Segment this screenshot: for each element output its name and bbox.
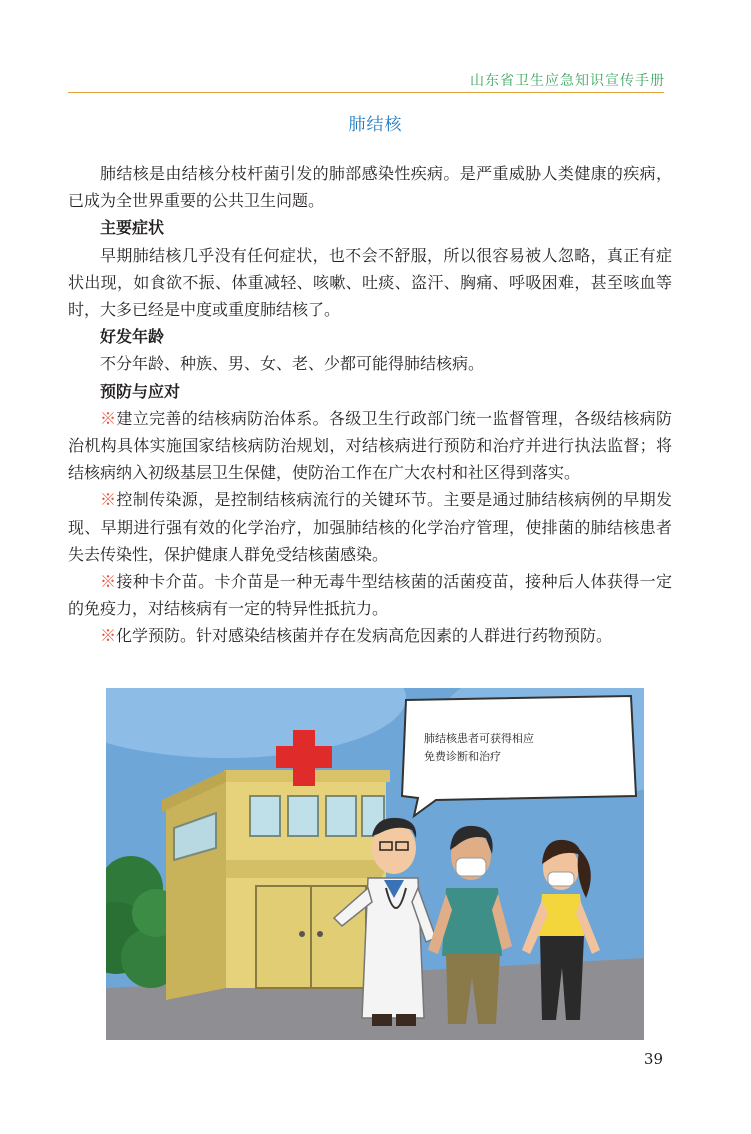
prevention-item-text: 控制传染源，是控制结核病流行的关键环节。主要是通过肺结核病例的早期发现、早期进行强有效的化学治疗，加强肺结核的化学治疗管理，使排菌的肺结核患者失去传染性，保护健康人群免受结核菌感染。 [68, 490, 672, 564]
prevention-item [68, 622, 672, 649]
reference-mark-icon: ※ [100, 572, 117, 592]
section-heading-symptoms: 主要症状 [100, 218, 165, 238]
page-number: 39 [643, 1050, 663, 1068]
article-body [68, 160, 672, 650]
prevention-item-text: 建立完善的结核病防治体系。各级卫生行政部门统一监督管理，各级结核病防治机构具体实施国家结核病防治规划，对结核病进行预防和治疗并进行执法监督；将结核病纳入初级基层卫生保健，使防治工作在广大农村和社区得到落实。 [68, 408, 672, 483]
header-divider [68, 92, 664, 93]
intro-paragraph: 肺结核是由结核分枝杆菌引发的肺部感染性疾病。是严重威胁人类健康的疾病，已成为全世界重要的公共卫生问题。 [68, 164, 672, 211]
symptoms-paragraph: 早期肺结核几乎没有任何症状，也不会不舒服，所以很容易被人忽略，真正有症状出现，如食欲不振、体重减轻、咳嗽、吐痰、盗汗、胸痛、呼吸困难，甚至咳血等时，大多已经是中度或重度肺结核了。 [68, 245, 672, 320]
prevention-item-text: 化学预防。针对感染结核菌并存在发病高危因素的人群进行药物预防。 [116, 626, 613, 646]
reference-mark-icon: ※ [100, 408, 117, 428]
running-header-title: 山东省卫生应急知识宣传手册 [470, 73, 665, 89]
page-title: 肺结核 [348, 115, 403, 135]
section-heading-age: 好发年龄 [100, 327, 165, 347]
prevention-item [68, 405, 672, 487]
hospital-illustration [106, 688, 644, 1040]
prevention-item [68, 486, 672, 568]
cartoon-scene [106, 688, 644, 1040]
reference-mark-icon: ※ [100, 490, 117, 510]
speech-bubble-line: 肺结核患者可获得相应 [424, 732, 534, 745]
speech-bubble-line: 免费诊断和治疗 [424, 750, 501, 763]
prevention-item-text: 接种卡介苗。卡介苗是一种无毒牛型结核菌的活菌疫苗，接种后人体获得一定的免疫力，对结核病有一定的特异性抵抗力。 [68, 572, 672, 619]
prevention-item [68, 568, 672, 622]
reference-mark-icon: ※ [100, 626, 117, 646]
section-heading-prevention: 预防与应对 [100, 381, 181, 401]
age-paragraph: 不分年龄、种族、男、女、老、少都可能得肺结核病。 [100, 354, 485, 374]
